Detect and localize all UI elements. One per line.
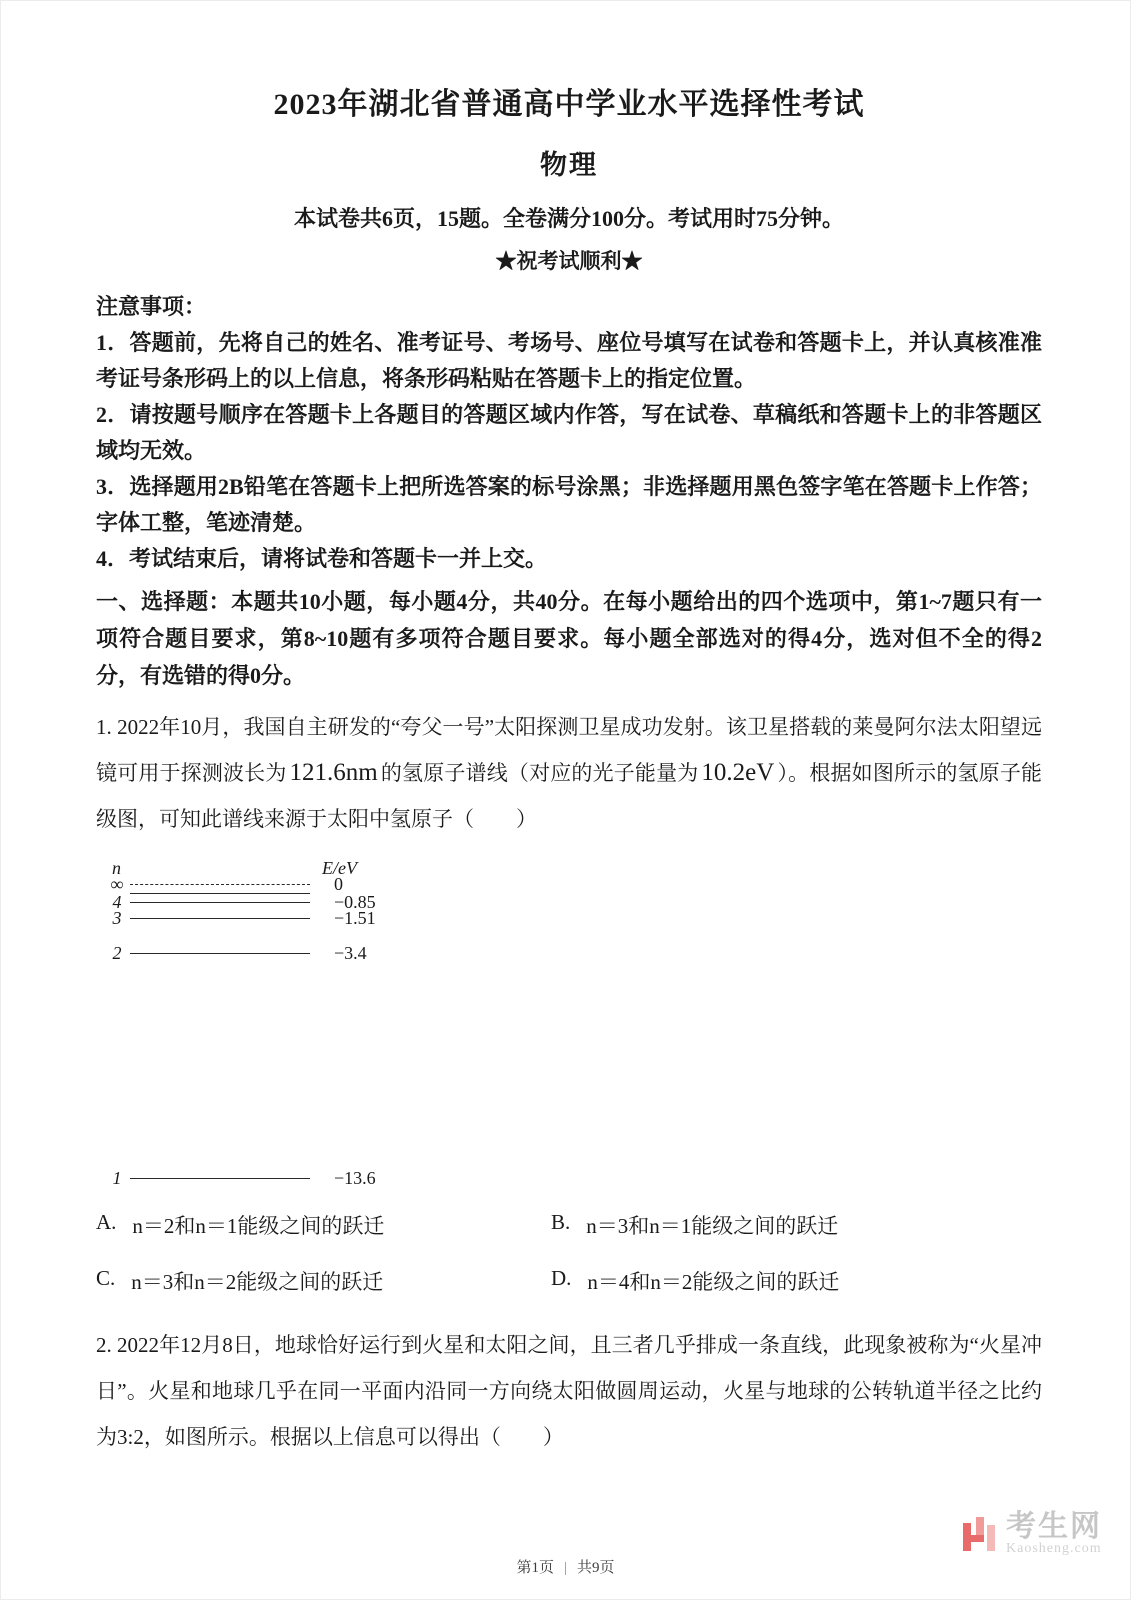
option-b-label: B.	[551, 1210, 571, 1234]
question-1-options	[96, 1210, 1042, 1296]
energy-level-line	[130, 953, 310, 954]
page-footer	[1, 1556, 1130, 1577]
option-b	[551, 1210, 1006, 1240]
footer-page-number: 第1页	[516, 1560, 554, 1576]
notice-header: 注意事项：	[96, 294, 207, 319]
exam-wish-line: ★祝考试顺利★	[495, 249, 643, 273]
level-label: 1	[112, 1167, 122, 1188]
options-row-1	[96, 1210, 1042, 1240]
level-label: 4	[112, 891, 122, 912]
page-content	[96, 79, 1042, 1460]
section-1-header: 一、选择题：本题共10小题，每小题4分，共40分。在每小题给出的四个选项中，第1~7题只有一项符合题目要求，第8~10题有多项符合题目要求。每小题全部选对的得4分，选对但不全的得2分，有选错的得0分。	[96, 589, 1042, 688]
watermark-site-url: Kaosheng.com	[1006, 1541, 1102, 1557]
exam-title: 2023年湖北省普通高中学业水平选择性考试	[273, 88, 865, 121]
exam-info-line: 本试卷共6页，15题。全卷满分100分。考试用时75分钟。	[293, 206, 844, 231]
photon-energy-value: 10.2eV	[701, 759, 775, 786]
notice-item-3: 3．选择题用2B铅笔在答题卡上把所选答案的标号涂黑；非选择题用黑色签字笔在答题卡上作答；字体工整，笔迹清楚。	[96, 474, 1042, 535]
question-2-text: 2. 2022年12月8日，地球恰好运行到火星和太阳之间，且三者几乎排成一条直线，此现象被称为“火星冲日”。火星和地球几乎在同一平面内沿同一方向绕太阳做圆周运动，火星与地球的公转轨道半径之比约为3:2，如图所示。根据以上信息可以得出（ ）	[96, 1333, 1042, 1449]
question-1-text-part1: 1. 2022年10月，我国自主研发的“夸父一号”太阳探测卫星成功发射。该卫星搭载的莱曼阿尔法太阳望远镜可用于探测波长为	[96, 715, 1042, 785]
notice-item-1: 1．答题前，先将自己的姓名、准考证号、考场号、座位号填写在试卷和答题卡上，并认真核准准考证号条形码上的以上信息，将条形码粘贴在答题卡上的指定位置。	[96, 330, 1042, 391]
energy-axis-label: E/eV	[322, 858, 357, 878]
option-a-label: A.	[96, 1210, 117, 1234]
level-energy: −1.51	[334, 907, 376, 928]
option-b-text: n＝3和n＝1能级之间的跃迁	[586, 1214, 839, 1238]
notice-item-4: 4．考试结束后，请将试卷和答题卡一并上交。	[96, 546, 548, 571]
level-label: 2	[112, 942, 122, 963]
wavelength-value: 121.6nm	[289, 759, 378, 786]
watermark-text	[1006, 1511, 1102, 1557]
option-d-label: D.	[551, 1266, 572, 1290]
option-c	[96, 1266, 551, 1296]
question-1-text	[96, 704, 1042, 842]
kaosheng-logo-icon	[960, 1515, 998, 1553]
option-d-text: n＝4和n＝2能级之间的跃迁	[587, 1270, 840, 1294]
level-energy: −3.4	[334, 942, 367, 963]
energy-level-line	[130, 902, 310, 903]
energy-level-3	[104, 908, 412, 928]
energy-level-1	[104, 1168, 412, 1188]
watermark	[960, 1511, 1102, 1557]
exam-subject: 物理	[540, 150, 598, 180]
energy-level-2	[104, 943, 412, 963]
energy-level-line	[130, 1178, 310, 1179]
level-energy: 0	[334, 873, 343, 894]
option-d	[551, 1266, 1006, 1296]
footer-separator: |	[563, 1560, 567, 1576]
level-label: 3	[112, 907, 122, 928]
option-c-label: C.	[96, 1266, 116, 1290]
n-axis-label: n	[112, 858, 121, 878]
question-1-text-part3: ）。根据如图所示的氢原子能级图，可知此谱线来源于太阳中氢原子（ ）	[96, 761, 1043, 831]
options-row-2	[96, 1266, 1042, 1296]
watermark-site-name: 考生网	[1006, 1509, 1102, 1543]
question-1-text-part2: 的氢原子谱线（对应的光子能量为	[380, 761, 699, 785]
footer-total-pages: 共9页	[577, 1560, 615, 1576]
option-a-text: n＝2和n＝1能级之间的跃迁	[132, 1214, 385, 1238]
option-a	[96, 1210, 551, 1240]
energy-level-line	[130, 918, 310, 919]
level-energy: −0.85	[334, 891, 376, 912]
level-energy: −13.6	[334, 1167, 376, 1188]
notice-item-2: 2．请按题号顺序在答题卡上各题目的答题区域内作答，写在试卷、草稿纸和答题卡上的非答题区域均无效。	[96, 402, 1042, 463]
level-label: ∞	[110, 873, 124, 894]
option-c-text: n＝3和n＝2能级之间的跃迁	[131, 1270, 384, 1294]
energy-level-diagram	[104, 858, 434, 1196]
